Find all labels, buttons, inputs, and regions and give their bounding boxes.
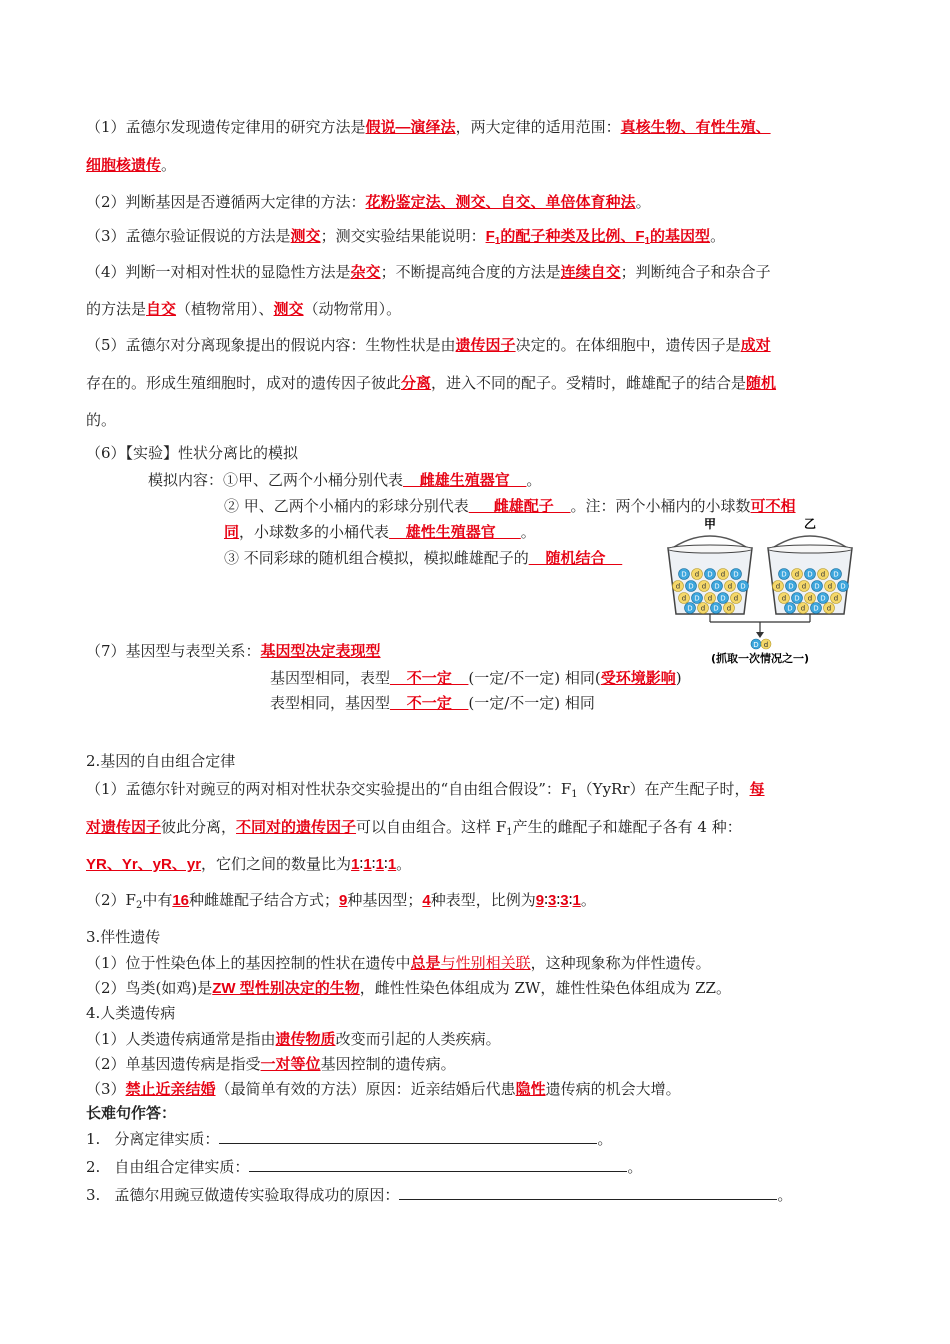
svg-text:D: D <box>688 582 694 591</box>
svg-text:d: d <box>733 594 739 603</box>
svg-text:d: d <box>775 582 781 591</box>
svg-text:d: d <box>700 604 706 613</box>
item-6-line-4: ③ 不同彩球的随机组合模拟，模拟雌雄配子的__随机结合__ <box>224 549 623 567</box>
svg-text:D: D <box>813 604 819 613</box>
svg-text:D: D <box>753 641 759 649</box>
bucket-label-yi: 乙 <box>803 517 817 531</box>
question-2: 2. 自由组合定律实质： 。 <box>86 1158 643 1176</box>
figure-caption: (抓取一次情况之一) <box>710 652 810 665</box>
svg-text:D: D <box>781 570 787 579</box>
svg-text:d: d <box>820 570 826 579</box>
svg-text:D: D <box>733 570 739 579</box>
svg-text:d: d <box>763 641 769 649</box>
buckets-illustration <box>660 516 870 666</box>
bucket-simulation-figure <box>660 516 870 666</box>
s2-line-2: 对遗传因子彼此分离，不同对的遗传因子可以自由组合。这样 $F_1$产生的雌配子和雄配子各有 4 种： <box>86 818 742 838</box>
svg-text:D: D <box>787 604 793 613</box>
item-7-line-1: （7）基因型与表型关系：基因型决定表现型 <box>86 642 381 660</box>
s2-line-4: $(2)F_2$中有16种雌雄配子结合方式；9种基因型；4种表型，比例为9∶3∶3∶1。 <box>86 891 596 911</box>
svg-text:D: D <box>740 582 746 591</box>
item-4-line-2: 的方法是自交（植物常用）、测交（动物常用）。 <box>86 300 402 318</box>
svg-text:d: d <box>707 594 713 603</box>
item-6-line-3: 同，小球数多的小桶代表__雄性生殖器官___。 <box>224 523 536 541</box>
svg-text:D: D <box>788 582 794 591</box>
svg-text:d: d <box>800 604 806 613</box>
item-2-line: （2）判断基因是否遵循两大定律的方法：花粉鉴定法、测交、自交、单倍体育种法。 <box>86 193 651 211</box>
svg-text:D: D <box>713 604 719 613</box>
answer-blank-3[interactable] <box>399 1185 777 1200</box>
svg-text:D: D <box>694 594 700 603</box>
item-6-line-1: 模拟内容：①甲、乙两个小桶分别代表__雌雄生殖器官__。 <box>148 471 542 489</box>
item-7-line-2: 基因型相同，表型__不一定__(一定/不一定) 相同(受环境影响) <box>270 669 682 687</box>
s3-line-2: （2）鸟类(如鸡)是ZW 型性别决定的生物，雌性性染色体组成为 ZW，雄性性染色体组成为 ZZ。 <box>86 979 731 997</box>
svg-text:d: d <box>694 570 700 579</box>
s4-line-3: （3）禁止近亲结婚（最简单有效的方法）原因：近亲结婚后代患隐性遗传病的机会大增。 <box>86 1080 681 1098</box>
question-3: 3. 孟德尔用豌豆做遗传实验取得成功的原因： 。 <box>86 1186 793 1204</box>
svg-text:D: D <box>707 570 713 579</box>
svg-text:D: D <box>807 570 813 579</box>
item-1-line-1: （1）孟德尔发现遗传定律用的研究方法是假说—演绎法，两大定律的适用范围：真核生物、有性生殖、 <box>86 118 771 136</box>
item-6-heading: （6）【实验】性状分离比的模拟 <box>86 444 299 462</box>
svg-text:d: d <box>801 582 807 591</box>
svg-text:d: d <box>781 594 787 603</box>
item-6-line-2: ② 甲、乙两个小桶内的彩球分别代表___雌雄配子__。注：两个小桶内的小球数可不相 <box>224 497 796 515</box>
section-2-title: 2.基因的自由组合定律 <box>86 752 236 770</box>
svg-text:D: D <box>681 570 687 579</box>
svg-text:d: d <box>726 604 732 613</box>
s2-line-1: （1）孟德尔针对豌豆的两对相对性状杂交实验提出的“自由组合假设”：$F_1(YyRr)$在产生配子时，每 <box>86 780 765 800</box>
s2-line-3: YR、Yr、yR、yr，它们之间的数量比为1∶1∶1∶1。 <box>86 855 412 873</box>
svg-text:D: D <box>820 594 826 603</box>
item-1-line-2: 细胞核遗传。 <box>86 156 177 174</box>
item-5-line-1: （5）孟德尔对分离现象提出的假说内容：生物性状是由遗传因子决定的。在体细胞中，遗传因子是成对 <box>86 336 771 354</box>
svg-text:d: d <box>827 582 833 591</box>
item-3-line: （3）孟德尔验证假说的方法是测交；测交实验结果能说明：$F_1$的配子种类及比例、$F_1$的基因型。 <box>86 227 726 247</box>
long-answer-title: 长难句作答： <box>86 1105 177 1122</box>
svg-text:d: d <box>681 594 687 603</box>
svg-text:d: d <box>720 570 726 579</box>
s3-line-1: （1）位于性染色体上的基因控制的性状在遗传中总是与性别相关联，这种现象称为伴性遗传。 <box>86 954 711 972</box>
svg-text:d: d <box>833 594 839 603</box>
item-5-line-3: 的。 <box>86 411 117 429</box>
svg-text:D: D <box>833 570 839 579</box>
section-3-title: 3.伴性遗传 <box>86 928 161 946</box>
svg-text:D: D <box>794 594 800 603</box>
item-5-line-2: 存在的。形成生殖细胞时，成对的遗传因子彼此分离，进入不同的配子。受精时，雌雄配子的结合是随机 <box>86 374 777 392</box>
svg-text:d: d <box>727 582 733 591</box>
svg-text:D: D <box>687 604 693 613</box>
bucket-label-jia: 甲 <box>703 517 717 531</box>
svg-text:d: d <box>701 582 707 591</box>
svg-text:d: d <box>675 582 681 591</box>
svg-text:D: D <box>720 594 726 603</box>
answer-blank-1[interactable] <box>219 1129 597 1144</box>
item-4-line-1: （4）判断一对相对性状的显隐性方法是杂交；不断提高纯合度的方法是连续自交；判断纯合子和杂合子 <box>86 263 771 281</box>
item-7-line-3: 表型相同，基因型__不一定__(一定/不一定) 相同 <box>270 694 595 712</box>
svg-text:d: d <box>807 594 813 603</box>
svg-text:d: d <box>794 570 800 579</box>
question-1: 1. 分离定律实质： 。 <box>86 1130 613 1148</box>
section-4-title: 4.人类遗传病 <box>86 1004 176 1022</box>
svg-text:D: D <box>714 582 720 591</box>
svg-text:d: d <box>826 604 832 613</box>
svg-text:D: D <box>814 582 820 591</box>
s4-line-1: （1）人类遗传病通常是指由遗传物质改变而引起的人类疾病。 <box>86 1030 501 1048</box>
s4-line-2: （2）单基因遗传病是指受一对等位基因控制的遗传病。 <box>86 1055 456 1073</box>
svg-text:D: D <box>840 582 846 591</box>
answer-blank-2[interactable] <box>249 1157 627 1172</box>
